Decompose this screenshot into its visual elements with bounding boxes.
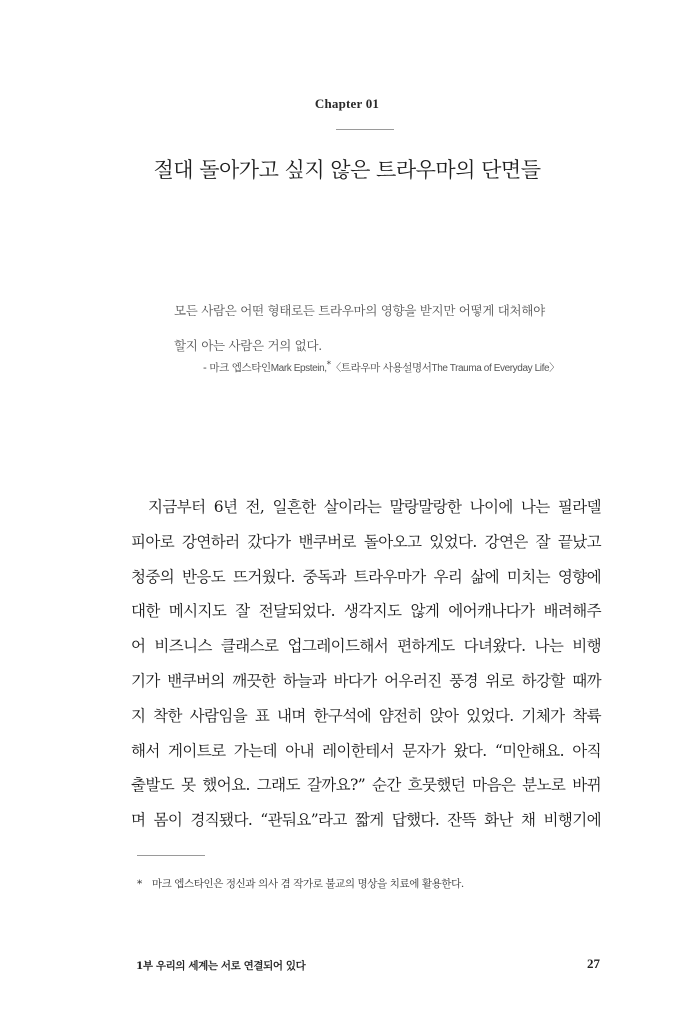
epigraph-line: 모든 사람은 어떤 형태로든 트라우마의 영향을 받지만 어떻게 대처해야 [174,303,545,318]
body-line: 대한 메시지도 잘 전달되었다. 생각지도 않게 에어캐나다가 배려해주 [131,602,601,621]
footnote [137,876,464,891]
chapter-label: Chapter 01 [314,96,380,111]
attribution-prefix: - 마크 엡스타인 [203,362,271,374]
book-title-close: 〉 [549,362,560,374]
author-latin-name: Mark Epstein, [270,363,327,374]
body-line: 지금부터 6년 전, 일흔한 살이라는 말랑말랑한 나이에 나는 필라델 [148,498,601,516]
footnote-divider [137,855,205,856]
body-line: 어 비즈니스 클래스로 업그레이드해서 편하게도 다녀왔다. 나는 비행 [131,637,601,656]
footnote-mark: * [137,878,142,890]
chapter-divider [336,129,394,130]
running-footer-title: 1부 우리의 세계는 서로 연결되어 있다 [136,960,306,972]
body-line: 며 몸이 경직됐다. “관둬요”라고 짧게 답했다. 잔뜩 화난 채 비행기에 [131,811,601,830]
epigraph-line: 할지 아는 사람은 거의 없다. [174,338,322,353]
book-title-korean: 〈트라우마 사용설명서 [330,362,432,374]
body-line: 출발도 못 했어요. 그래도 갈까요?” 순간 흐뭇했던 마음은 분노로 바뀌 [131,776,601,795]
epigraph-attribution [203,360,559,375]
epigraph-quote [174,293,574,363]
footnote-reference[interactable]: * [326,360,331,370]
body-line: 해서 게이트로 가는데 아내 레이한테서 문자가 왔다. “미안해요. 아직 [131,741,601,760]
body-paragraph [131,490,601,838]
body-line: 지 착한 사람임을 표 내며 한구석에 얌전히 앉아 있었다. 기체가 착륙 [131,706,601,725]
book-title-latin: The Trauma of Everyday Life [431,363,550,374]
chapter-title: 절대 돌아가고 싶지 않은 트라우마의 단면들 [153,158,541,182]
body-line: 피아로 강연하러 갔다가 밴쿠버로 돌아오고 있었다. 강연은 잘 끝났고 [131,532,601,551]
body-line: 기가 밴쿠버의 깨끗한 하늘과 바다가 어우러진 풍경 위로 하강할 때까 [131,671,601,690]
footnote-text: 마크 엡스타인은 정신과 의사 겸 작가로 불교의 명상을 치료에 활용한다. [151,878,464,890]
body-line: 청중의 반응도 뜨거웠다. 중독과 트라우마가 우리 삶에 미치는 영향에 [131,567,601,586]
page-number: 27 [587,956,600,971]
